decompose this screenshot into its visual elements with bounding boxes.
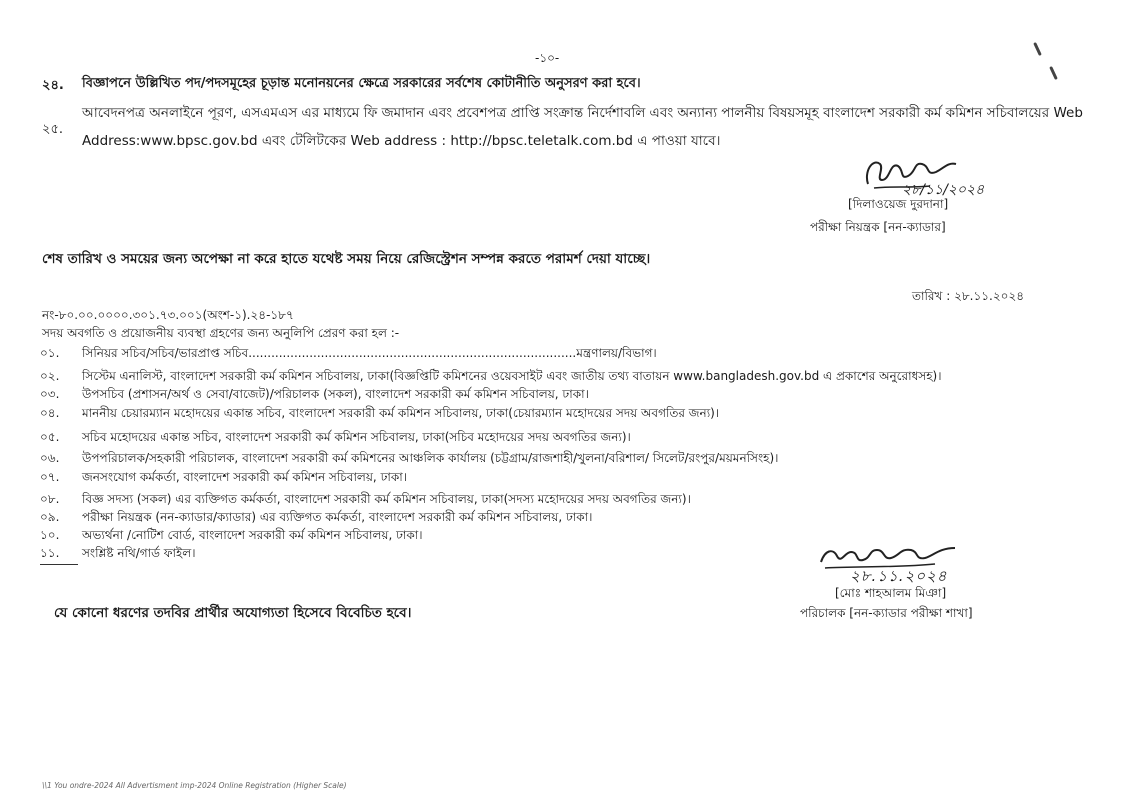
list-item-number: ১১. (40, 546, 60, 560)
corner-mark (1049, 66, 1058, 80)
divider (40, 564, 78, 565)
signatory-name: [দিলাওয়েজ দুরদানা] (848, 197, 949, 211)
file-path-footer: \\1 You ondre-2024 All Advertisment imp-2024 Online Registration (Higher Scale) (42, 781, 347, 790)
disqualification-notice: যে কোনো ধরণের তদবির প্রার্থীর অযোগ্যতা হিসেবে বিবেচিত হবে। (54, 605, 412, 621)
list-item-number: ০৭. (40, 470, 60, 484)
list-item-text: অভ্যর্থনা /নোটিশ বোর্ড, বাংলাদেশ সরকারী কর্ম কমিশন সচিবালয়, ঢাকা। (82, 528, 423, 542)
list-item-text: বিজ্ঞ সদস্য (সকল) এর ব্যক্তিগত কর্মকর্তা, বাংলাদেশ সরকারী কর্ম কমিশন সচিবালয়, ঢাকা(সদস্য মহোদয়ের সদয় অবগতির জন্য)। (82, 492, 691, 506)
memo-number: নং-৮০.০০.০০০০.৩০১.৭৩.০০১(অংশ-১).২৪-১৮৭ (42, 308, 294, 322)
page-number: -১০- (535, 51, 560, 65)
memo-date: তারিখ : ২৮.১১.২০২৪ (912, 289, 1025, 303)
signatory-designation: পরীক্ষা নিয়ন্ত্রক [নন-ক্যাডার] (810, 220, 946, 234)
list-item-number: ১০. (40, 528, 60, 542)
list-item-number: ০৬. (40, 451, 60, 465)
clause-number: ২৪. (42, 78, 64, 93)
list-item-text: সিস্টেম এনালিস্ট, বাংলাদেশ সরকারী কর্ম কমিশন সচিবালয়, ঢাকা(বিজ্ঞপ্তিটি কমিশনের ওয়েবসাইট এবং জাতীয় তথ্য বাতায়ন www.bangladesh.gov.bd এ প্রকাশের অনুরোধসহ)। (82, 369, 942, 383)
distribution-intro: সদয় অবগতি ও প্রয়োজনীয় ব্যবস্থা গ্রহণের জন্য অনুলিপি প্রেরণ করা হল :- (42, 326, 400, 340)
signatory-designation: পরিচালক [নন-ক্যাডার পরীক্ষা শাখা] (800, 606, 973, 620)
list-item-number: ০২. (40, 369, 60, 383)
list-item-text: জনসংযোগ কর্মকর্তা, বাংলাদেশ সরকারী কর্ম কমিশন সচিবালয়, ঢাকা। (82, 470, 407, 484)
signature-date: ২৮.১১.২০২৪ (850, 567, 948, 585)
registration-notice: শেষ তারিখ ও সময়ের জন্য অপেক্ষা না করে হাতে যথেষ্ট সময় নিয়ে রেজিস্ট্রেশন সম্পন্ন করতে পরামর্শ দেয়া যাচ্ছে। (42, 251, 651, 267)
corner-mark (1033, 42, 1042, 56)
list-item-number: ০৩. (40, 387, 60, 401)
list-item-number: ০৫. (40, 430, 60, 444)
list-item-text: সিনিয়র সচিব/সচিব/ভারপ্রাপ্ত সচিব......................................................................................মন্ত্রণালয়/বিভাগ। (82, 346, 657, 360)
list-item-text: উপপরিচালক/সহকারী পরিচালক, বাংলাদেশ সরকারী কর্ম কমিশনের আঞ্চলিক কার্যালয় (চট্টগ্রাম/রাজশাহী/খুলনা/বরিশাল/ সিলেট/রংপুর/ময়মনসিংহ)। (82, 451, 779, 465)
list-item-text: সংশ্লিষ্ট নথি/গার্ড ফাইল। (82, 546, 196, 560)
list-item-number: ০৮. (40, 492, 60, 506)
list-item-number: ০৪. (40, 406, 60, 420)
list-item-text: পরীক্ষা নিয়ন্ত্রক (নন-ক্যাডার/ক্যাডার) এর ব্যক্তিগত কর্মকর্তা, বাংলাদেশ সরকারী কর্ম কমিশন সচিবালয়, ঢাকা। (82, 510, 593, 524)
list-item-number: ০৯. (40, 510, 60, 524)
list-item-number: ০১. (40, 346, 60, 360)
signature-date: ২৮/১১/২০২৪ (902, 182, 985, 198)
signatory-name: [মোঃ শাহআলম মিঞা] (835, 586, 947, 600)
list-item-text: উপসচিব (প্রশাসন/অর্থ ও সেবা/বাজেট)/পরিচালক (সকল), বাংলাদেশ সরকারী কর্ম কমিশন সচিবালয়, ঢাকা। (82, 387, 589, 401)
list-item-text: মাননীয় চেয়ারম্যান মহোদয়ের একান্ত সচিব, বাংলাদেশ সরকারী কর্ম কমিশন সচিবালয়, ঢাকা(চেয়ারম্যান মহোদয়ের সদয় অবগতির জন্য)। (82, 406, 720, 420)
clause-text-line: আবেদনপত্র অনলাইনে পূরণ, এসএমএস এর মাধ্যমে ফি জমাদান এবং প্রবেশপত্র প্রাপ্তি সংক্রান্ত নির্দেশাবলি এবং অন্যান্য পালনীয় বিষয়সমূহ বাংলাদেশ সরকারী কর্ম কমিশন সচিবালয়ের Web (82, 105, 1083, 121)
clause-text-line: Address:www.bpsc.gov.bd এবং টেলিটকের Web address : http://bpsc.teletalk.com.bd এ পাওয়া যাবে। (82, 133, 721, 149)
list-item-text: সচিব মহোদয়ের একান্ত সচিব, বাংলাদেশ সরকারী কর্ম কমিশন সচিবালয়, ঢাকা(সচিব মহোদয়ের সদয় অবগতির জন্য)। (82, 430, 631, 444)
clause-number: ২৫. (42, 122, 64, 137)
clause-text: বিজ্ঞাপনে উল্লিখিত পদ/পদসমূহের চূড়ান্ত মনোনয়নের ক্ষেত্রে সরকারের সর্বশেষ কোটানীতি অনুসরণ করা হবে। (82, 76, 641, 91)
